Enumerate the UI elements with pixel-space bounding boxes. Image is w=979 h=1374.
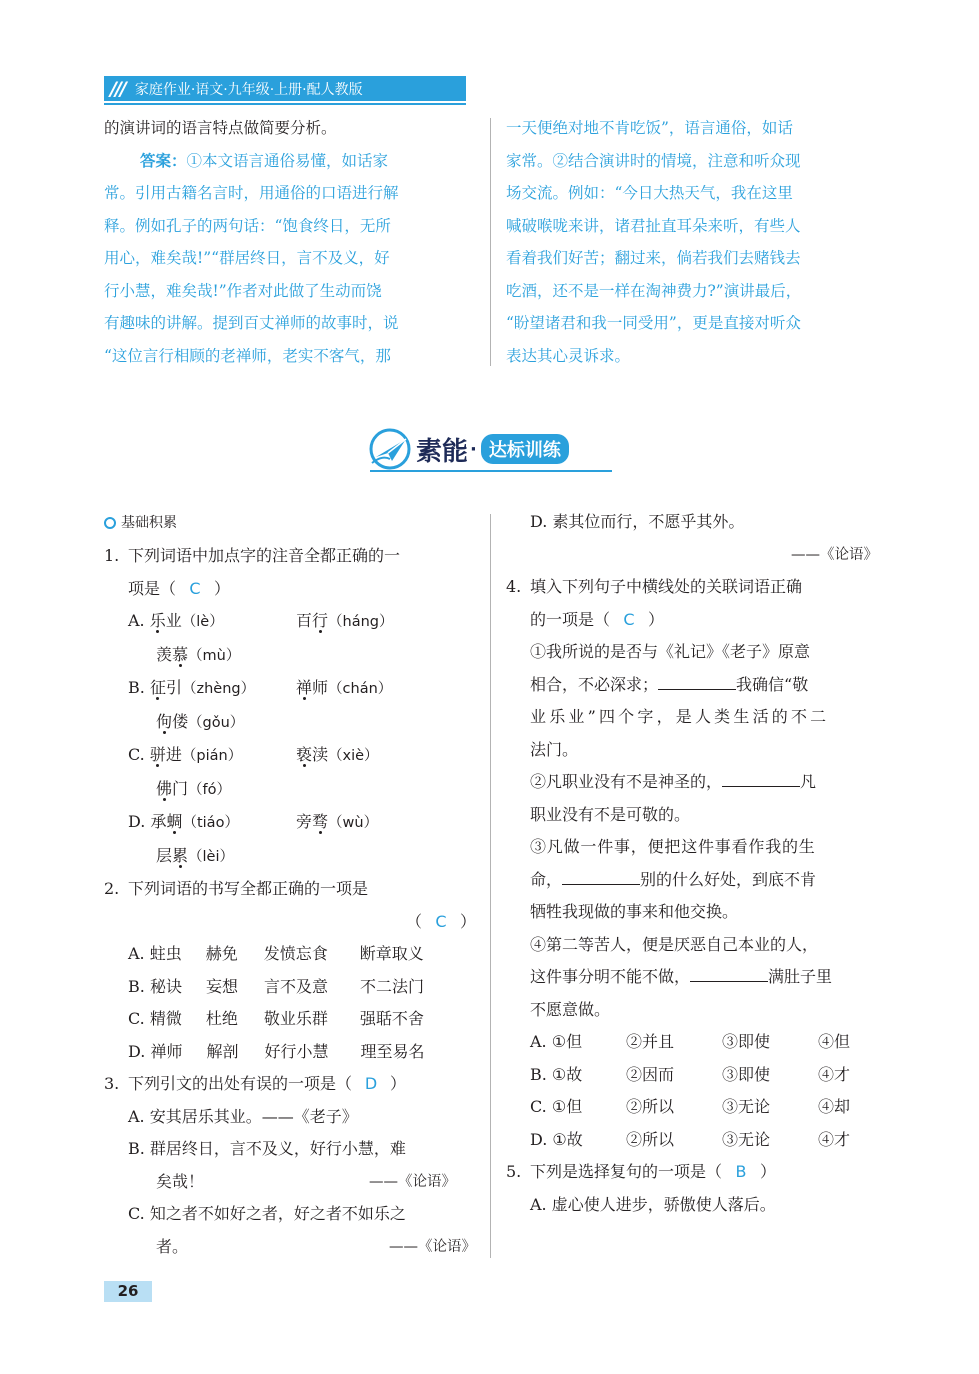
bracket-close: ）	[648, 609, 665, 629]
fill-blank[interactable]	[690, 967, 768, 982]
sentence-line: 法门。	[530, 739, 579, 759]
sentence-text: ②凡职业没有不是神圣的，	[530, 772, 723, 791]
answer-line: 吃酒，还不是一样在淘神费力?”演讲最后，	[506, 281, 802, 300]
word-char: 师	[312, 678, 329, 697]
fill-blank[interactable]	[722, 772, 800, 787]
section-title-tag: 达标训练	[481, 434, 569, 464]
answer-line: 表达其心灵诉求。	[506, 346, 631, 365]
answer-line	[104, 145, 476, 178]
sentence-text: 别的什么好处，到底不肯	[640, 869, 817, 889]
option-part: ④却	[818, 1097, 851, 1116]
dotted-char: 征	[149, 678, 166, 697]
sentence-line	[530, 766, 878, 799]
bracket-close: ）	[214, 578, 231, 598]
question-stem: 项是（	[128, 578, 177, 598]
option-a: A. 安其居乐其业。——《老子》	[128, 1106, 358, 1126]
question-3	[104, 1068, 476, 1101]
question-1	[104, 540, 476, 573]
bracket-open: （	[405, 911, 422, 931]
section-title-underline	[370, 470, 612, 472]
option-label: A.	[128, 944, 145, 963]
option-c	[506, 1091, 878, 1124]
dotted-char: 乐	[149, 611, 166, 630]
answer-line: 释。例如孔子的两句话：“饱食终日，无所	[104, 216, 391, 235]
top-left-column	[104, 112, 476, 372]
question-stem: 下列词语的书写全都正确的一项是	[128, 879, 369, 898]
option-part: ④但	[818, 1032, 851, 1051]
citation: ——《论语》	[369, 1173, 456, 1190]
pinyin: （xiè）	[328, 748, 379, 764]
option-part: ③即使	[722, 1032, 771, 1051]
pinyin: （gǒu）	[188, 714, 245, 731]
option-label: B.	[128, 678, 145, 697]
header-banner	[104, 76, 466, 101]
sentence-line: ①我所说的是否与《礼记》《老子》原意	[530, 642, 811, 661]
word-char: 羡	[156, 644, 173, 664]
page-number: 26	[104, 1281, 152, 1302]
option-d	[104, 1036, 476, 1069]
option-b-cont	[104, 1166, 476, 1199]
option-text: 者。	[156, 1236, 189, 1256]
option-c	[104, 1003, 476, 1036]
dotted-char: 蜩	[166, 812, 183, 831]
answer-mark: B	[735, 1162, 747, 1181]
sentence-text: 这件事分明不能不做，	[530, 967, 691, 986]
dotted-char: 佛	[156, 778, 173, 798]
option-label: D.	[128, 812, 146, 831]
citation: ——《论语》	[791, 546, 878, 563]
option-word: 禅师	[150, 1041, 183, 1061]
option-c: C. 知之者不如好之者，好之者不如乐之	[128, 1204, 406, 1223]
pinyin: （zhèng）	[181, 681, 256, 697]
option-part: ④才	[818, 1064, 851, 1084]
answer-mark: C	[189, 578, 201, 598]
sentence-text: 凡	[800, 772, 817, 791]
citation: ——《论语》	[389, 1238, 476, 1255]
section-title	[368, 424, 569, 474]
answer-line: 有趣味的讲解。提到百丈禅师的故事时，说	[104, 314, 399, 332]
option-b	[104, 672, 476, 739]
column-divider	[490, 118, 491, 366]
option-b	[506, 1059, 878, 1092]
header-rule	[104, 103, 466, 105]
option-word: 精微	[149, 1009, 182, 1028]
option-part: D. ①故	[530, 1129, 583, 1149]
question-stem: 下列词语中加点字的注音全都正确的一	[128, 546, 401, 565]
option-label: B.	[128, 976, 145, 996]
pinyin: （tiáo）	[182, 815, 239, 831]
paper-plane-icon	[368, 427, 412, 471]
option-word: 敬业乐群	[263, 1009, 328, 1028]
answer-line: 场交流。例如：“今日大热天气，我在这里	[506, 184, 793, 202]
dotted-char: 禅	[296, 678, 313, 697]
question-2	[104, 873, 476, 906]
question-number: 1.	[104, 546, 120, 565]
header-slashes: ///	[110, 77, 125, 100]
option-word: 强聒不舍	[359, 1009, 424, 1028]
sentence-line: ③凡做一件事，便把这件事看作我的生	[530, 837, 816, 856]
section-title-main: 素能	[416, 436, 469, 467]
answer-mark: C	[623, 609, 635, 629]
answer-line: “这位言行相顾的老禅师，老实不客气，那	[104, 346, 391, 365]
option-word: 理至易名	[360, 1041, 425, 1061]
option-word: 妄想	[205, 976, 238, 996]
dotted-char: 行	[312, 611, 329, 630]
top-right-column	[506, 112, 878, 372]
sentence-line: 职业没有不是可敬的。	[530, 804, 691, 824]
word-char: 偻	[172, 711, 189, 731]
option-part: C. ①但	[530, 1097, 583, 1116]
sentence-text: 命，	[530, 869, 563, 889]
option-word: 赫免	[205, 944, 238, 963]
option-part: ②因而	[626, 1064, 675, 1084]
pinyin: （mù）	[188, 647, 241, 664]
option-b: B. 群居终日，言不及义，好行小慧，难	[128, 1139, 406, 1158]
answer-mark: C	[435, 911, 447, 931]
question-number: 2.	[104, 879, 120, 898]
bracket-close: ）	[760, 1162, 777, 1181]
option-word: 蛀虫	[149, 944, 182, 963]
fill-blank[interactable]	[562, 870, 640, 885]
answer-line: 一天便绝对地不肯吃饭”，语言通俗，如话	[506, 119, 793, 137]
word-char: 渎	[312, 745, 329, 764]
option-a	[506, 1026, 878, 1059]
word-char: 百	[296, 611, 313, 630]
text-line: 的演讲词的语言特点做简要分析。	[104, 119, 337, 137]
answer-text: ①本文语言通俗易懂，如话家	[186, 151, 389, 170]
option-part: ②并且	[626, 1032, 675, 1051]
option-a	[104, 938, 476, 971]
word-char: 承	[150, 812, 167, 831]
option-d	[506, 1124, 878, 1157]
answer-label: 答案：	[140, 151, 187, 170]
option-label: A.	[128, 611, 145, 630]
sentence-text: 我确信“敬	[736, 674, 809, 694]
sentence-line: 业乐业”四个字，是人类生活的不二	[530, 707, 830, 726]
option-word: 不二法门	[359, 976, 424, 996]
question-number: 5.	[506, 1162, 522, 1181]
option-c-cont	[104, 1231, 476, 1264]
pinyin: （fó）	[188, 781, 232, 798]
option-part: ②所以	[626, 1097, 675, 1116]
question-stem: 下列是选择复句的一项是（	[530, 1162, 723, 1181]
sentence-line: 牺牲我现做的事来和他交换。	[530, 902, 739, 921]
option-word: 断章取义	[359, 944, 424, 963]
pinyin: （pián）	[181, 748, 243, 764]
sentence-line: 不愿意做。	[530, 999, 611, 1019]
option-a: A. 虚心使人进步，骄傲使人落后。	[530, 1194, 776, 1214]
section-heading-text: 基础积累	[121, 514, 177, 531]
question-number: 3.	[104, 1074, 120, 1093]
option-part: ②所以	[626, 1129, 675, 1149]
option-part: A. ①但	[530, 1032, 583, 1051]
answer-line: 常。引用古籍名言时，用通俗的口语进行解	[104, 184, 399, 202]
word-char: 层	[156, 845, 173, 865]
answer-block	[104, 145, 476, 373]
word-char: 进	[165, 745, 182, 764]
option-word: 秘诀	[149, 976, 182, 996]
section-title-dot: ·	[470, 438, 477, 460]
header-title: 家庭作业·语文·九年级·上册·配人教版	[134, 81, 363, 98]
pinyin: （chán）	[328, 681, 393, 697]
question-stem: 下列引文的出处有误的一项是（	[128, 1074, 353, 1093]
option-b	[104, 971, 476, 1004]
option-c	[104, 739, 476, 806]
dotted-char: 累	[172, 845, 189, 865]
dotted-char: 骈	[149, 745, 166, 764]
option-part: ③即使	[722, 1064, 771, 1084]
option-word: 好行小慧	[264, 1041, 329, 1061]
sentence-text: 相合，不必深求；	[530, 674, 659, 694]
dotted-char: 慕	[172, 644, 189, 664]
option-part: ③无论	[722, 1097, 771, 1116]
question-number: 4.	[506, 577, 522, 596]
sentence-block	[506, 636, 878, 1026]
answer-line: 喊破喉咙来讲，诸君扯直耳朵来听，有些人	[506, 216, 801, 235]
option-a	[104, 605, 476, 672]
question-stem-line	[104, 573, 476, 606]
option-part: ④才	[818, 1129, 851, 1149]
option-label: C.	[128, 1009, 145, 1028]
option-label: D.	[128, 1041, 146, 1061]
answer-line: 看着我们好苦；翻过来，倘若我们去赌钱去	[506, 249, 801, 267]
pinyin: （wù）	[328, 815, 379, 831]
option-d	[104, 806, 476, 873]
question-5	[506, 1156, 878, 1189]
question-stem: 填入下列句子中横线处的关联词语正确	[530, 577, 803, 596]
questions-left-column	[104, 506, 476, 1263]
option-part: ③无论	[722, 1129, 771, 1149]
question-4	[506, 571, 878, 604]
option-text: 矣哉！	[156, 1171, 205, 1191]
answer-line: 家常。②结合演讲时的情境，注意和听众现	[506, 151, 801, 170]
bracket-close: ）	[459, 911, 476, 931]
option-d: D. 素其位而行，不愿乎其外。	[530, 512, 745, 531]
column-divider	[490, 514, 491, 1258]
word-char: 门	[172, 778, 189, 798]
sentence-line	[530, 961, 878, 994]
answer-bracket	[104, 906, 476, 939]
dotted-char: 佝	[156, 711, 173, 731]
option-word: 言不及意	[263, 976, 328, 996]
answer-line: 行小慧，难矣哉!”作者对此做了生动而饶	[104, 281, 382, 300]
question-stem: 的一项是（	[530, 609, 611, 629]
option-word: 发愤忘食	[263, 944, 328, 963]
section-heading	[104, 506, 476, 540]
pinyin: （lè）	[181, 614, 224, 630]
option-part: B. ①故	[530, 1064, 583, 1084]
option-label: C.	[128, 745, 145, 764]
pinyin: （háng）	[328, 614, 394, 630]
pinyin: （lèi）	[188, 848, 235, 865]
word-char: 业	[165, 611, 182, 630]
dotted-char: 骛	[312, 812, 329, 831]
sentence-line: ④第二等苦人，便是厌恶自己本业的人，	[530, 934, 819, 954]
bracket-close: ）	[390, 1074, 407, 1093]
dotted-char: 亵	[296, 745, 313, 764]
sentence-line	[530, 669, 878, 702]
circle-bullet-icon	[104, 517, 116, 529]
fill-blank[interactable]	[658, 675, 736, 690]
option-word: 杜绝	[205, 1009, 238, 1028]
word-char: 旁	[296, 812, 313, 831]
answer-line: 用心，难矣哉!”“群居终日，言不及义，好	[104, 249, 390, 267]
word-char: 引	[165, 678, 182, 697]
answer-mark: D	[364, 1074, 378, 1093]
question-stem-line	[506, 604, 878, 637]
questions-right-column	[506, 506, 878, 1221]
sentence-text: 满肚子里	[768, 967, 833, 986]
option-word: 解剖	[206, 1041, 239, 1061]
sentence-line	[530, 864, 878, 897]
answer-line: “盼望诸君和我一同受用”，更是直接对听众	[506, 314, 801, 332]
